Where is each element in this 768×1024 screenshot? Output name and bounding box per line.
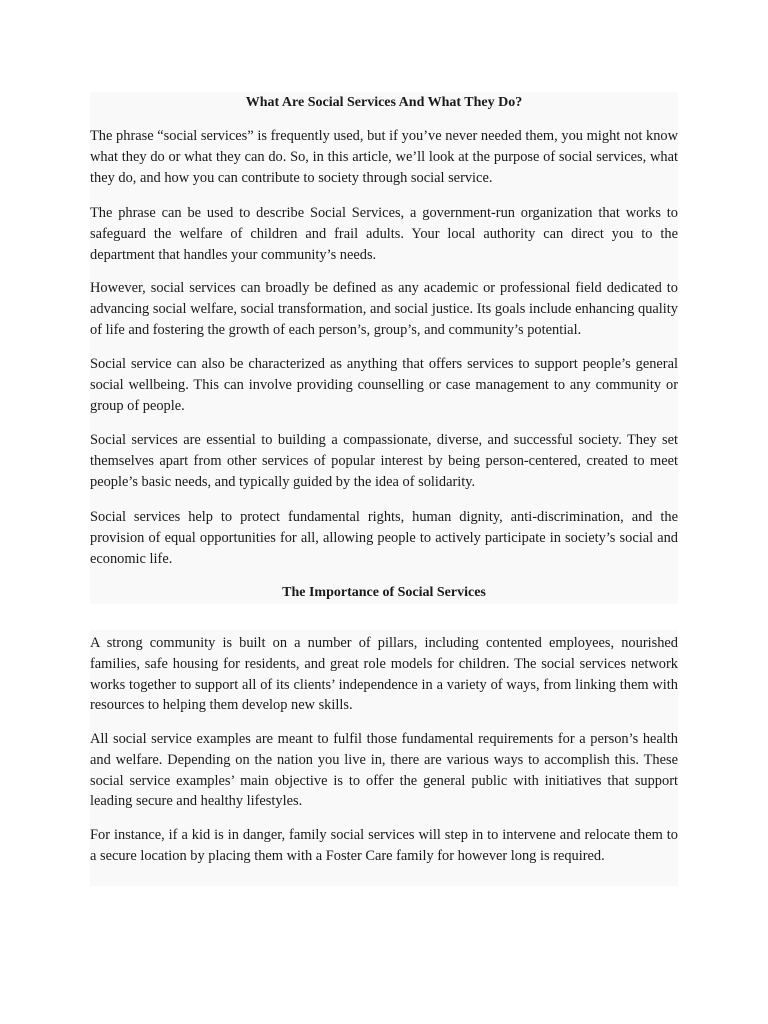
paragraph: A strong community is built on a number of pillars, including contented employees, nourished families, safe housing for residents, and great role models for children. The social services network works together to support all of its clients’ independence in a variety of ways, from linking them with resources to helping them develop new skills. — [90, 635, 678, 714]
paragraph: For instance, if a kid is in danger, family social services will step in to intervene and relocate them to a secure location by placing them with a Foster Care family for however long is required. — [90, 827, 678, 864]
paragraph: Social services are essential to building a compassionate, diverse, and successful society. They set themselves apart from other services of popular interest by being person-centered, created to meet people’s basic needs, and typically guided by the idea of solidarity. — [90, 432, 678, 490]
paragraph: All social service examples are meant to fulfil those fundamental requirements for a person’s health and welfare. Depending on the nation you live in, there are various ways to accomplish this. These social service examples’ main objective is to offer the general public with initiatives that support leading secure and healthy lifestyles. — [90, 731, 678, 810]
paragraph: The phrase “social services” is frequently used, but if you’ve never needed them, you might not know what they do or what they can do. So, in this article, we’ll look at the purpose of social services, what they do, and how you can contribute to society through social service. — [90, 128, 678, 186]
document-title: What Are Social Services And What They Do? — [245, 95, 523, 110]
section-heading: The Importance of Social Services — [282, 585, 486, 600]
paragraph: Social service can also be characterized as anything that offers services to support people’s general social wellbeing. This can involve providing counselling or case management to any community or group of people. — [90, 356, 678, 414]
paragraph: Social services help to protect fundamental rights, human dignity, anti-discrimination, and the provision of equal opportunities for all, allowing people to actively participate in society’s social and economic life. — [90, 509, 678, 567]
paragraph: The phrase can be used to describe Social Services, a government-run organization that works to safeguard the welfare of children and frail adults. Your local authority can direct you to the department that handles your community’s needs. — [90, 205, 678, 263]
paragraph: However, social services can broadly be defined as any academic or professional field dedicated to advancing social welfare, social transformation, and social justice. Its goals include enhancing quality of life and fostering the growth of each person’s, group’s, and community’s potential. — [90, 280, 678, 338]
